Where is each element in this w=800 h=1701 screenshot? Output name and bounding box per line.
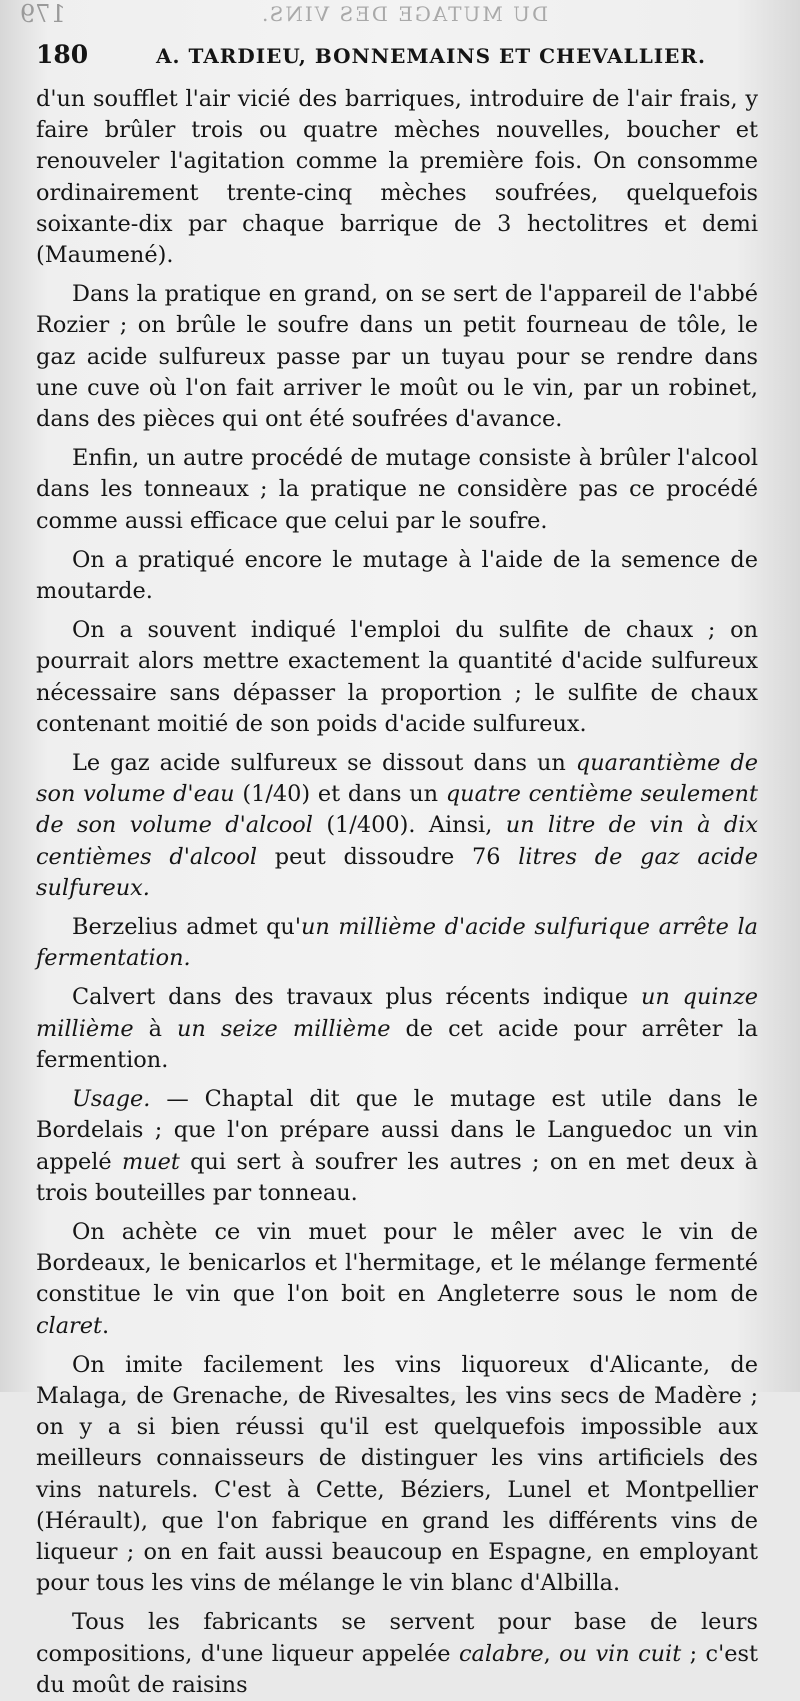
text-run: d'un soufflet l'air vicié des barriques, introduire de l'air frais, y faire brûler trois ou quatre mèches nouvelles, boucher et renouveler l'agitation comme la première fois. On consomme ordinairement trente-cinq mèches soufrées, quelquefois soixante-dix par chaque barrique de 3 hectolitres et demi (Maumené). bbox=[36, 86, 758, 269]
text-run: . bbox=[102, 1312, 110, 1339]
paragraph bbox=[36, 1350, 758, 1600]
text-run: Le gaz acide sulfureux se dissout dans un bbox=[72, 750, 576, 777]
paragraph bbox=[36, 748, 758, 904]
body-text bbox=[36, 84, 758, 1701]
paragraph bbox=[36, 84, 758, 271]
text-run: de cet acide pour arrêter la fermention. bbox=[36, 1015, 758, 1073]
running-title: A. TARDIEU, BONNEMAINS ET CHEVALLIER. bbox=[156, 44, 706, 68]
text-run: Enfin, un autre procédé de mutage consiste à brûler l'alcool dans les tonneaux ; la pratique ne considère pas ce procédé comme aussi efficace que celui par le soufre. bbox=[36, 445, 758, 534]
paragraph bbox=[36, 1217, 758, 1342]
text-run: à bbox=[133, 1015, 177, 1042]
text-run: ; c'est du moût de raisins bbox=[36, 1640, 758, 1698]
italic-text: un seize millième bbox=[177, 1015, 391, 1042]
text-run: On a pratiqué encore le mutage à l'aide de la semence de moutarde. bbox=[36, 546, 758, 605]
paragraph bbox=[36, 615, 758, 740]
text-run: On a souvent indiqué l'emploi du sulfite de chaux ; on pourrait alors mettre exactement la quantité d'acide sulfureux nécessaire sans dépasser la proportion ; le sulfite de chaux contenant moitié de son poids d'acide sulfureux. bbox=[36, 617, 758, 737]
bleed-through-page-number: 179 bbox=[20, 0, 66, 28]
text-run: Berzelius admet qu' bbox=[72, 914, 301, 941]
text-run: Dans la pratique en grand, on se sert de l'appareil de l'abbé Rozier ; on brûle le soufre dans un petit fourneau de tôle, le gaz acide sulfureux passe par un tuyau pour se rendre dans une cuve où l'on fait arriver le moût ou le vin, par un robinet, dans des pièces qui ont été soufrées d'avance. bbox=[36, 281, 758, 433]
paragraph bbox=[36, 1084, 758, 1209]
text-run: — Chaptal dit que le mutage est utile dans le Bordelais ; que l'on prépare aussi dans le Languedoc un vin appelé bbox=[36, 1086, 758, 1175]
italic-text: Usage. bbox=[72, 1086, 151, 1113]
paragraph bbox=[36, 912, 758, 974]
italic-text: claret bbox=[36, 1312, 103, 1339]
italic-text: un litre de vin à dix centièmes d'alcool bbox=[36, 812, 758, 870]
italic-text: muet bbox=[121, 1148, 180, 1175]
paragraph bbox=[36, 982, 758, 1076]
italic-text: litres de gaz acide sulfureux. bbox=[36, 843, 758, 901]
paragraph bbox=[36, 443, 758, 537]
text-run: qui sert à soufrer les autres ; on en met deux à trois bouteilles par tonneau. bbox=[36, 1148, 758, 1206]
text-run: Tous les fabricants se servent pour base de leurs compositions, d'une liqueur appelée bbox=[36, 1609, 758, 1667]
bleed-through-running-title: DU MUTAGE DES VINS. bbox=[260, 2, 549, 26]
paragraph bbox=[36, 279, 758, 435]
text-run: (1/40) et dans un bbox=[234, 781, 446, 808]
italic-text: quatre centième seulement de son volume d'alcool bbox=[36, 781, 758, 839]
text-run: (1/400). Ainsi, bbox=[312, 812, 506, 839]
text-run: On achète ce vin muet pour le mêler avec le vin de Bordeaux, le benicarlos et l'hermitage, et le mélange fermenté constitue le vin que l'on boit en Angleterre sous le nom de bbox=[36, 1218, 758, 1308]
italic-text: un quinze millième bbox=[36, 984, 759, 1042]
page-header bbox=[36, 40, 752, 69]
paragraph bbox=[36, 545, 758, 607]
italic-text: un millième d'acide sulfurique arrête la fermentation. bbox=[36, 914, 759, 972]
text-run: , bbox=[543, 1640, 560, 1667]
text-run: On imite facilement les vins liquoreux d'Alicante, de Malaga, de Grenache, de Rivesaltes, les vins secs de Madère ; on y a si bien réussi qu'il est quelquefois impossible aux meilleurs connaisseurs de distinguer les vins artificiels des vins naturels. C'est à Cette, Béziers, Lunel et Montpellier (Hérault), que l'on fabrique en grand les différents vins de liqueur ; on en fait aussi beaucoup en Espagne, en employant pour tous les vins de mélange le vin blanc d'Albilla. bbox=[36, 1351, 758, 1597]
italic-text: ou vin cuit bbox=[559, 1640, 682, 1667]
text-run: peut dissoudre 76 bbox=[257, 843, 519, 870]
page-number: 180 bbox=[36, 40, 89, 69]
italic-text: quarantième de son volume d'eau bbox=[36, 750, 758, 808]
italic-text: calabre bbox=[458, 1640, 544, 1667]
text-run: Calvert dans des travaux plus récents indique bbox=[72, 984, 641, 1011]
paragraph bbox=[36, 1607, 758, 1701]
